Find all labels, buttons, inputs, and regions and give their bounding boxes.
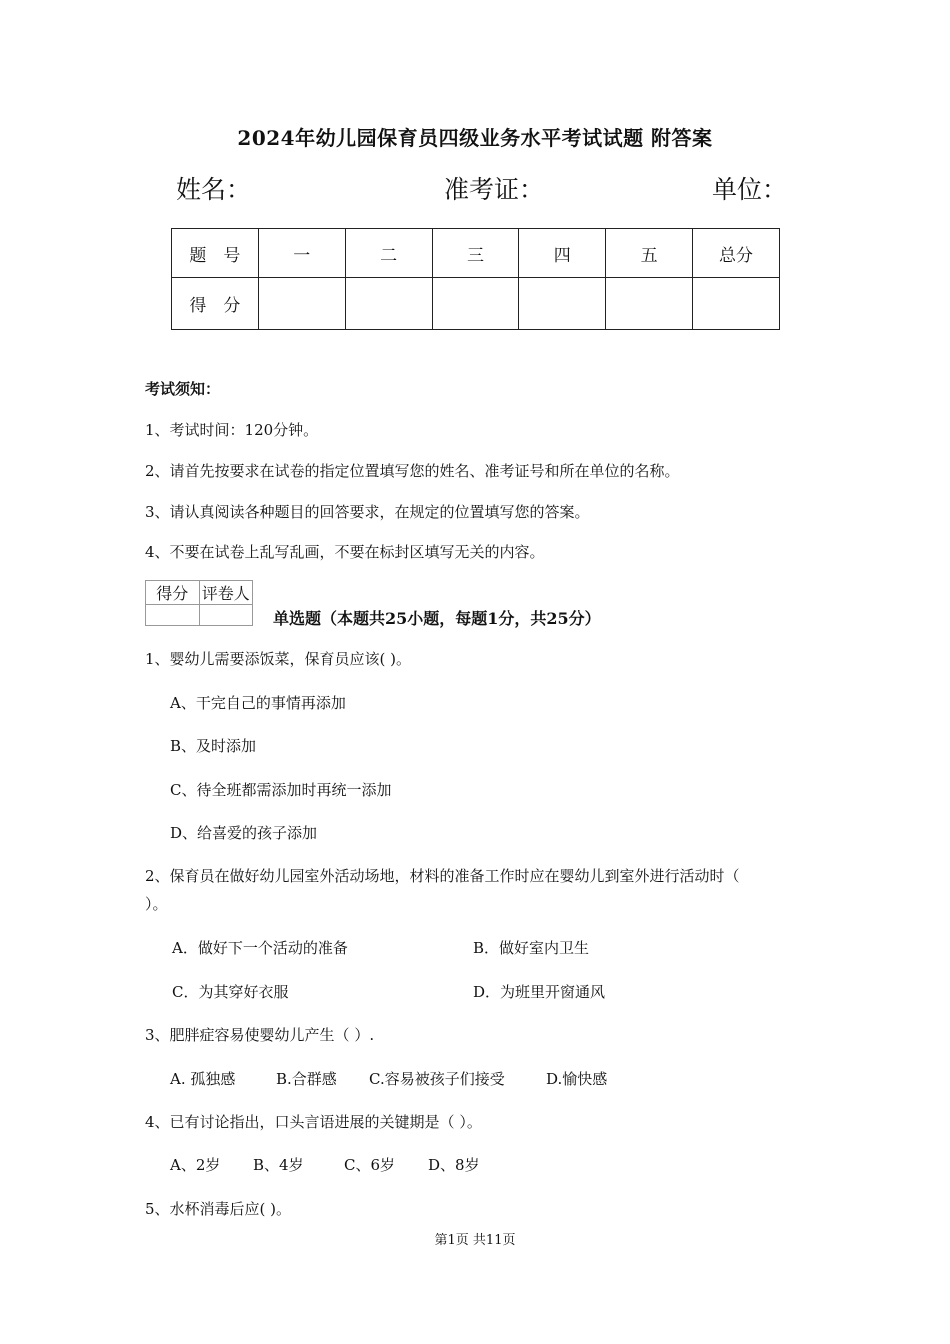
grader-reviewer-blank (199, 605, 253, 626)
score-cell-blank (258, 278, 345, 330)
question-option: D、8岁 (428, 1156, 480, 1174)
question-stem: 1、婴幼儿需要添饭菜，保育员应该( )。 (145, 650, 412, 668)
question-stem-continued: ）。 (145, 895, 168, 913)
question-option: D.愉快感 (546, 1070, 608, 1088)
score-table-score-row (172, 278, 780, 330)
page-title: 2024年幼儿园保育员四级业务水平考试试题 附答案 (237, 126, 713, 150)
unit-label: 单位： (712, 175, 788, 204)
question-option: A. 孤独感 (170, 1070, 236, 1088)
question-option: C．为其穿好衣服 (172, 983, 289, 1001)
notice-heading: 考试须知： (145, 380, 221, 398)
question-stem: 3、肥胖症容易使婴幼儿产生（ ）. (145, 1026, 375, 1044)
question-option: A．做好下一个活动的准备 (172, 939, 348, 957)
score-cell-blank (432, 278, 519, 330)
question-stem: 2、保育员在做好幼儿园室外活动场地，材料的准备工作时应在婴幼儿到室外进行活动时（ (145, 867, 740, 885)
score-cell-blank (519, 278, 606, 330)
section-title: 单选题（本题共25小题，每题1分，共25分） (273, 609, 601, 628)
notice-item: 1、考试时间：120分钟。 (145, 421, 319, 439)
question-option: B．做好室内卫生 (473, 939, 590, 957)
score-table-cell: 题 号 (172, 229, 259, 278)
notice-item: 3、请认真阅读各种题目的回答要求，在规定的位置填写您的答案。 (145, 503, 590, 521)
score-table-header-row (172, 229, 780, 278)
score-cell-blank (345, 278, 432, 330)
question-option: B、及时添加 (170, 737, 257, 755)
score-table-cell: 二 (345, 229, 432, 278)
score-cell-blank (606, 278, 693, 330)
name-label: 姓名： (176, 175, 252, 204)
notice-item: 4、不要在试卷上乱写乱画，不要在标封区填写无关的内容。 (145, 543, 545, 561)
grader-score-label: 得分 (146, 581, 200, 605)
question-option: C、6岁 (344, 1156, 396, 1174)
question-option: B.合群感 (276, 1070, 337, 1088)
grader-score-blank (146, 605, 200, 626)
question-option: D．为班里开窗通风 (473, 983, 606, 1001)
question-option: D、给喜爱的孩子添加 (170, 824, 318, 842)
question-option: B、4岁 (253, 1156, 304, 1174)
score-table-cell: 三 (432, 229, 519, 278)
question-option: C、待全班都需添加时再统一添加 (170, 781, 392, 799)
question-option: C.容易被孩子们接受 (369, 1070, 505, 1088)
exam-number-label: 准考证： (444, 175, 545, 204)
question-stem: 4、已有讨论指出，口头言语进展的关键期是（ ）。 (145, 1113, 482, 1131)
score-row-label: 得 分 (172, 278, 259, 330)
score-table-cell: 四 (519, 229, 606, 278)
score-table-cell: 总分 (693, 229, 780, 278)
grader-reviewer-label: 评卷人 (199, 581, 253, 605)
score-table (171, 228, 780, 330)
score-table-cell: 一 (258, 229, 345, 278)
notice-item: 2、请首先按要求在试卷的指定位置填写您的姓名、准考证号和所在单位的名称。 (145, 462, 680, 480)
question-stem: 5、水杯消毒后应( )。 (145, 1200, 292, 1218)
score-table-cell: 五 (606, 229, 693, 278)
question-option: A、干完自己的事情再添加 (170, 694, 346, 712)
score-cell-blank (693, 278, 780, 330)
question-option: A、2岁 (170, 1156, 221, 1174)
page-footer: 第1页 共11页 (434, 1233, 516, 1248)
grader-box (145, 580, 253, 626)
